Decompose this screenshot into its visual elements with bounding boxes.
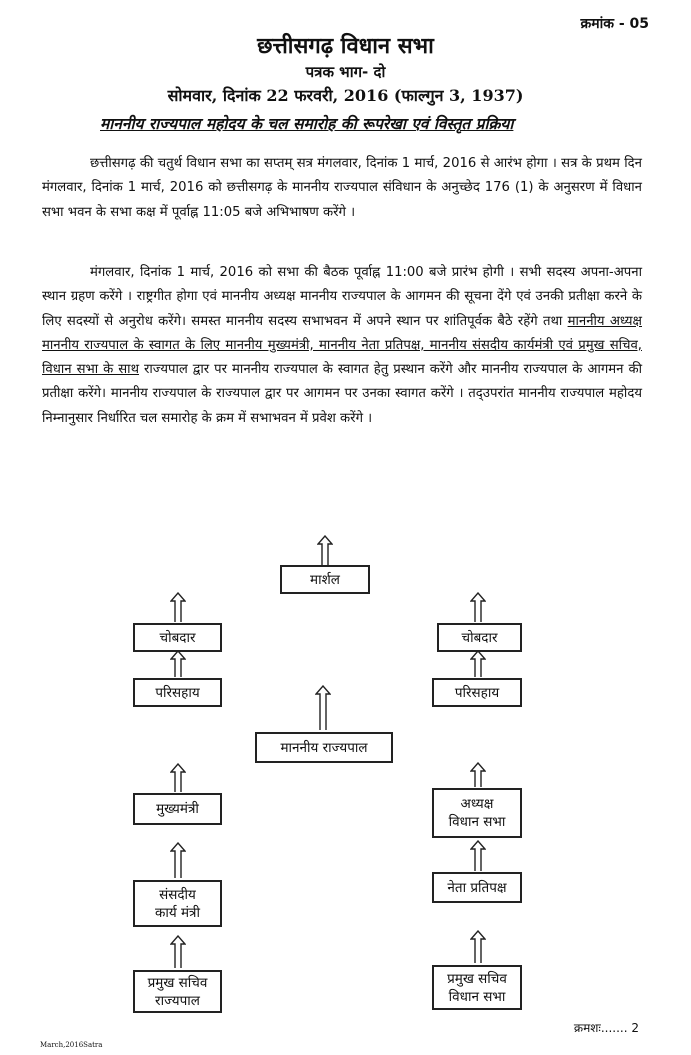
up-arrow-icon: [315, 685, 329, 730]
up-arrow-icon: [170, 650, 184, 677]
serial-number: क्रमांक - 05: [580, 16, 649, 32]
box-parisahay-left: परिसहाय: [133, 678, 222, 707]
box-parisahay-right: परिसहाय: [432, 678, 522, 707]
box-chobdar-left: चोबदार: [133, 623, 222, 652]
box-principal-secretary-assembly: प्रमुख सचिव विधान सभा: [432, 965, 522, 1010]
box-speaker: अध्यक्ष विधान सभा: [432, 788, 522, 838]
date-line: सोमवार, दिनांक 22 फरवरी, 2016 (फाल्गुन 3, 1937): [167, 86, 524, 105]
paragraph-1: [42, 152, 642, 225]
up-arrow-icon: [170, 842, 184, 878]
paragraph-1-text: छत्तीसगढ़ की चतुर्थ विधान सभा का सप्तम् सत्र मंगलवार, दिनांक 1 मार्च, 2016 से आरंभ होगा । सत्र के प्रथम दिन मंगलवार, दिनांक 1 मार्च, 2016 को छत्तीसगढ़ के माननीय राज्यपाल संविधान के अनुच्छेद 176 (1) के अनुसरण में विधान सभा भवन के सभा कक्ष में पूर्वाह्न 11:05 बजे अभिभाषण करेंगे ।: [42, 156, 642, 220]
file-label: March,2016Satra: [40, 1041, 103, 1049]
up-arrow-icon: [170, 935, 184, 968]
up-arrow-icon: [170, 592, 184, 622]
section-heading: माननीय राज्यपाल महोदय के चल समारोह की रूपरेखा एवं विस्तृत प्रक्रिया: [100, 115, 514, 133]
paragraph-2-text-b: राज्यपाल द्वार पर माननीय राज्यपाल के स्वागत हेतु प्रस्थान करेंगे और माननीय राज्यपाल के आगमन की प्रतीक्षा करेंगे। माननीय राज्यपाल के राज्यपाल द्वार पर आगमन पर उनका स्वागत करेंगे । तद्उपरांत माननीय राज्यपाल महोदय निम्नानुसार निर्धारित चल समारोह के क्रम में सभाभवन में प्रवेश करेंगे ।: [42, 362, 642, 426]
up-arrow-icon: [470, 650, 484, 677]
box-governor: माननीय राज्यपाल: [255, 732, 393, 763]
box-marshal: मार्शल: [280, 565, 370, 594]
paragraph-2: [42, 261, 642, 431]
continued-label: क्रमशः....... 2: [573, 1021, 639, 1035]
up-arrow-icon: [170, 763, 184, 792]
up-arrow-icon: [470, 592, 484, 622]
up-arrow-icon: [317, 535, 331, 565]
box-leader-opposition: नेता प्रतिपक्ष: [432, 872, 522, 903]
box-chief-minister: मुख्यमंत्री: [133, 793, 222, 825]
box-chobdar-right: चोबदार: [437, 623, 522, 652]
box-principal-secretary-governor: प्रमुख सचिव राज्यपाल: [133, 970, 222, 1013]
box-parl-affairs-minister: संसदीय कार्य मंत्री: [133, 880, 222, 927]
document-title: छत्तीसगढ़ विधान सभा: [257, 33, 434, 59]
up-arrow-icon: [470, 840, 484, 871]
up-arrow-icon: [470, 762, 484, 787]
up-arrow-icon: [470, 930, 484, 963]
paragraph-2-underlined: माननीय अध्यक्ष माननीय राज्यपाल के स्वागत के लिए माननीय मुख्यमंत्री, माननीय नेता प्रतिपक्ष, माननीय संसदीय कार्यमंत्री एवं प्रमुख सचिव, विधान सभा के साथ: [42, 313, 642, 378]
paragraph-2-text-a: मंगलवार, दिनांक 1 मार्च, 2016 को सभा की बैठक पूर्वाह्न 11:00 बजे प्रारंभ होगी । सभी सदस्य अपना-अपना स्थान ग्रहण करेंगे । राष्ट्रगीत होगा एवं माननीय अध्यक्ष माननीय राज्यपाल के आगमन की सूचना देंगे एवं उनकी प्रतीक्षा करने के लिए सदस्यों से अनुरोध करेंगे। समस्त माननीय सदस्य सभाभवन में अपने स्थान पर शांतिपूर्वक बैठे रहेंगे तथा: [42, 265, 642, 329]
document-subtitle: पत्रक भाग- दो: [305, 63, 386, 81]
